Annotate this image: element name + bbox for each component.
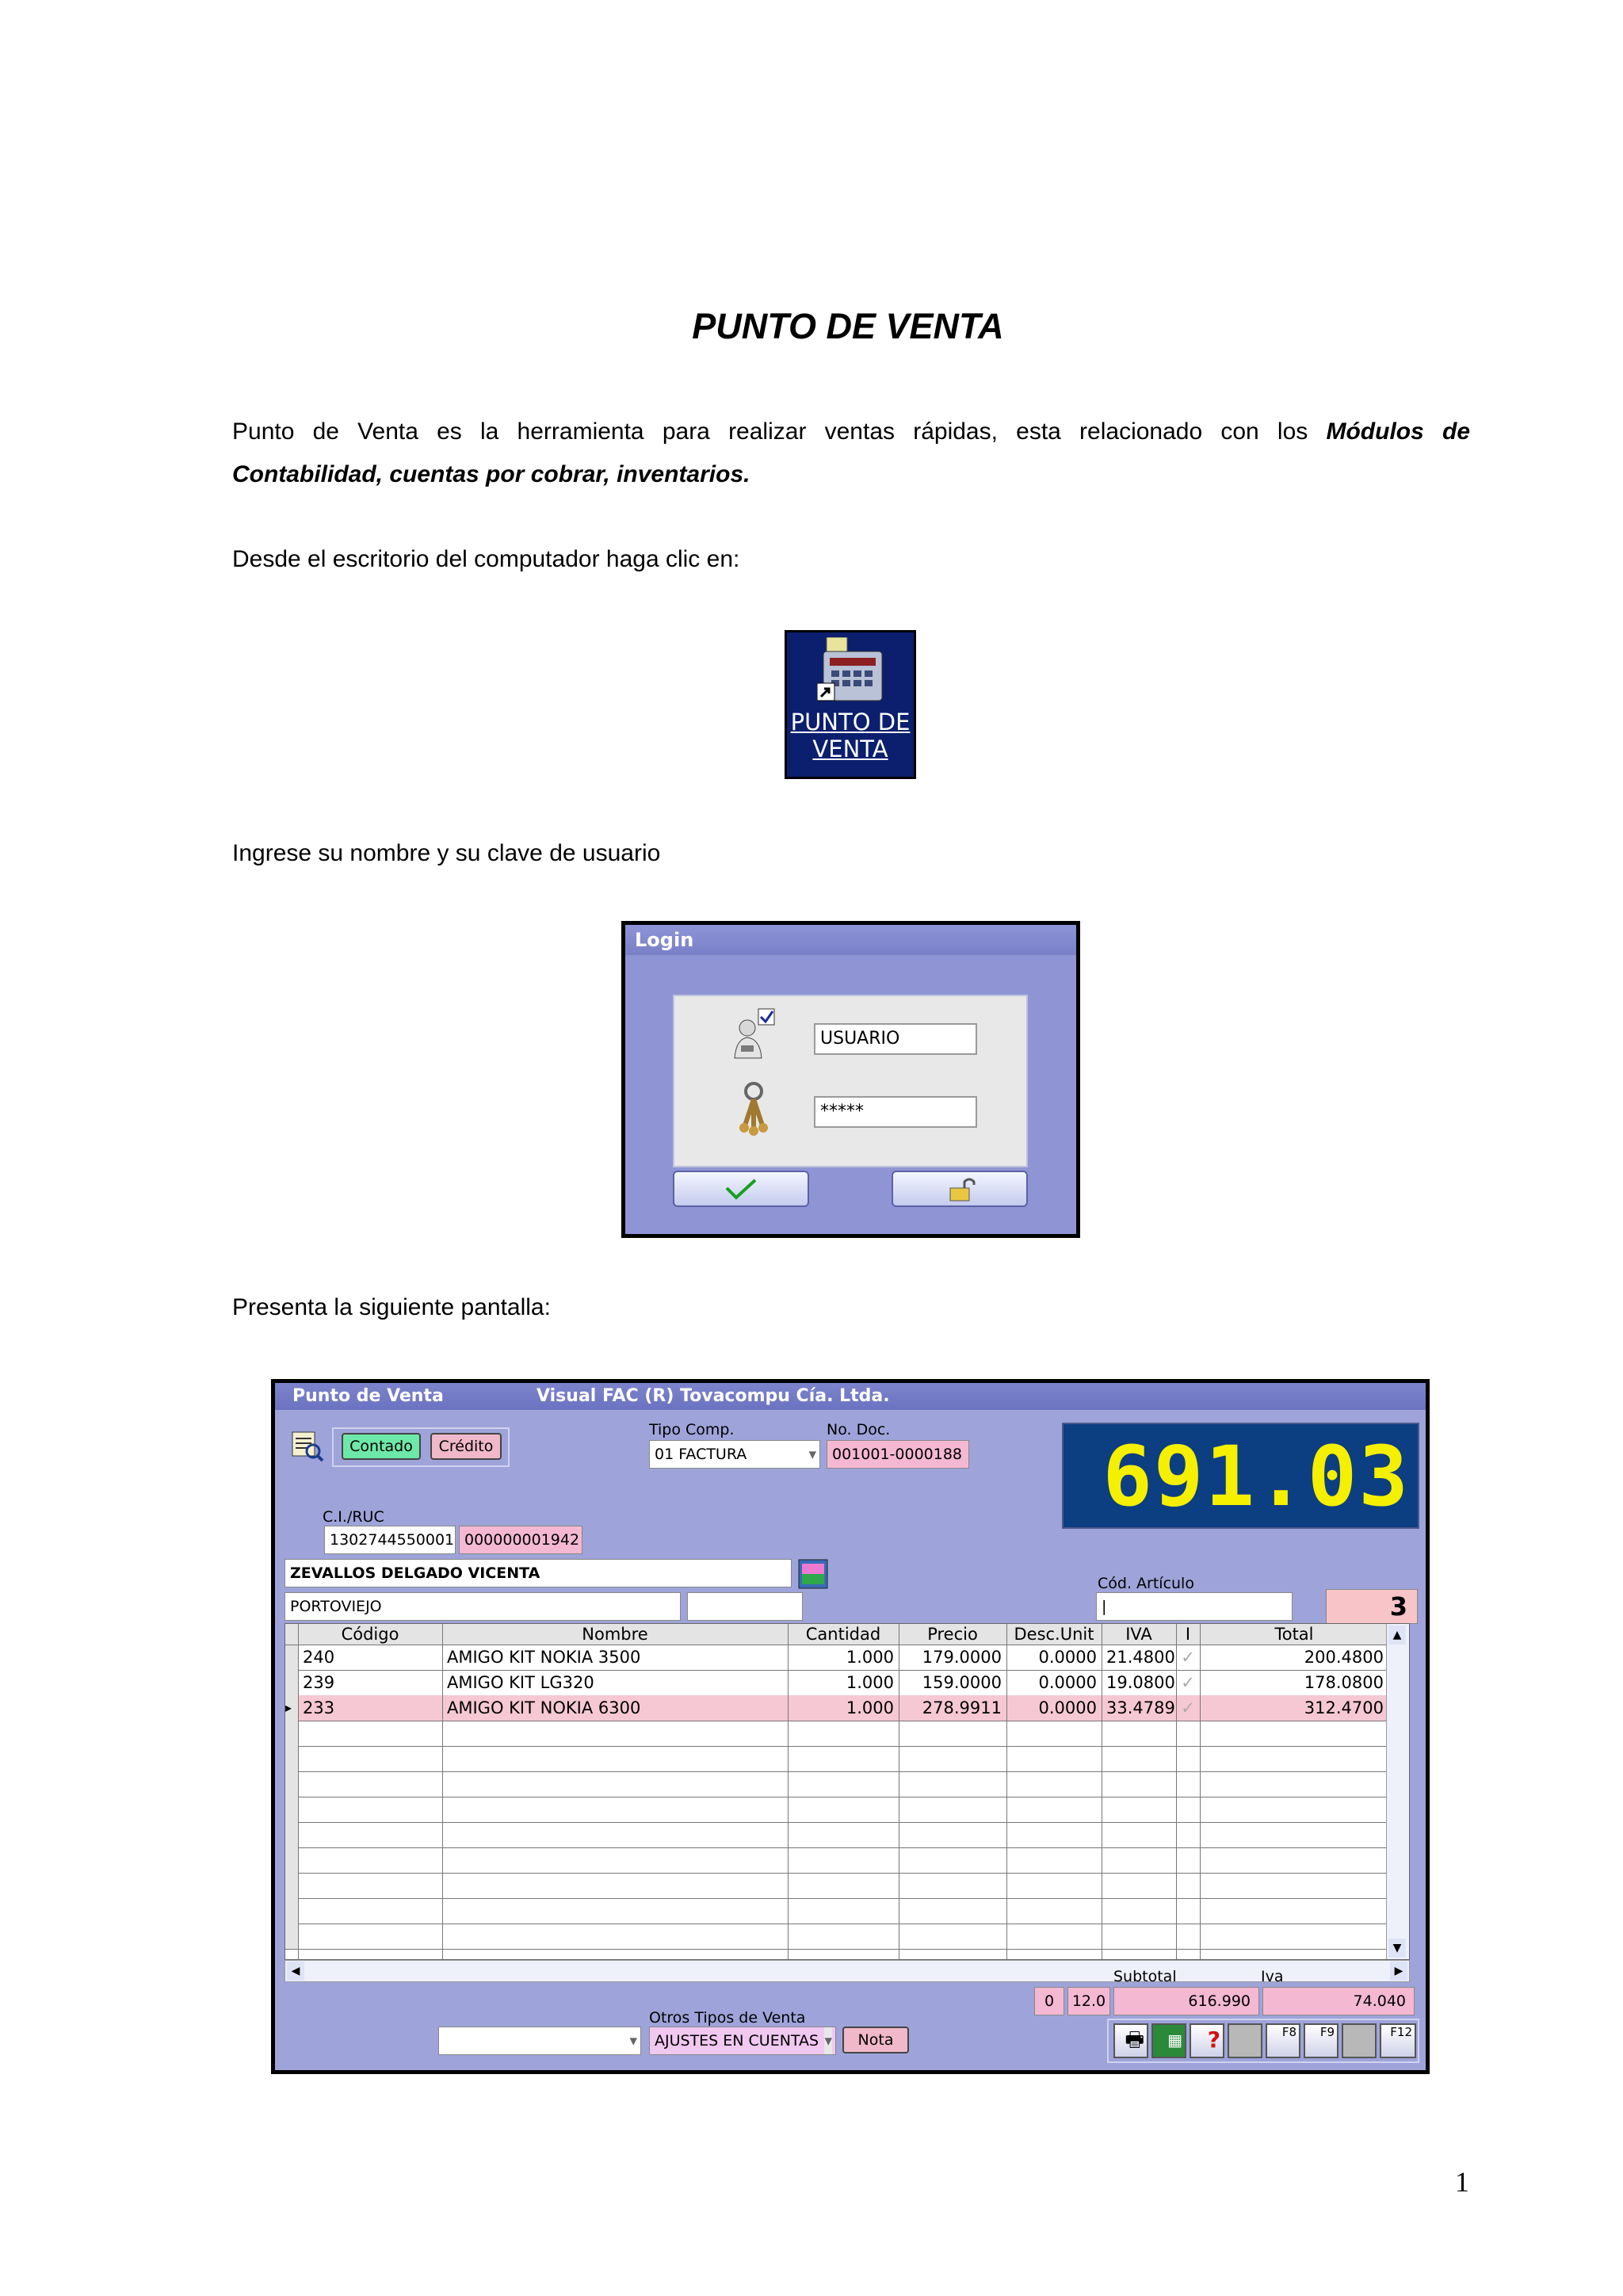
scroll-down-icon[interactable]: ▼ bbox=[1388, 1939, 1406, 1958]
horizontal-scrollbar[interactable] bbox=[285, 1960, 1410, 1982]
nota-button[interactable]: Nota bbox=[842, 2027, 909, 2053]
otros-tipos-select[interactable] bbox=[649, 2027, 836, 2055]
zero-field: 0 bbox=[1034, 1987, 1064, 2015]
keys-icon bbox=[730, 1082, 777, 1137]
tipo-comp-label: Tipo Comp. bbox=[649, 1421, 735, 1438]
table-cell: 0.0000 bbox=[1038, 1648, 1097, 1667]
page-number: 1 bbox=[1455, 2166, 1469, 2198]
row-selector bbox=[285, 1847, 298, 1873]
iva-rate-field: 12.0 bbox=[1067, 1987, 1110, 2015]
column-header: Código bbox=[298, 1624, 442, 1645]
chevron-down-icon: ▾ bbox=[824, 2027, 832, 2054]
table-row bbox=[285, 1771, 1388, 1797]
table-cell: 159.0000 bbox=[922, 1673, 1002, 1692]
intro-text: Punto de Venta es la herramienta para realizar ventas rápidas, esta relacionado con los bbox=[232, 418, 1327, 445]
table-cell: 179.0000 bbox=[922, 1648, 1002, 1667]
column-divider bbox=[1200, 1624, 1201, 1959]
otros-tipos-value: AJUSTES EN CUENTAS bbox=[655, 2032, 819, 2050]
otros-select-empty[interactable] bbox=[438, 2027, 641, 2055]
scroll-right-icon[interactable]: ▶ bbox=[1390, 1962, 1407, 1981]
page-title: PUNTO DE VENTA bbox=[692, 306, 1004, 346]
row-selector bbox=[285, 1771, 298, 1797]
tipo-comp-select[interactable] bbox=[649, 1440, 820, 1469]
printer-icon: 🖶 bbox=[1125, 2028, 1144, 2052]
subtotal-value: 616.990 bbox=[1113, 1987, 1259, 2015]
table-cell: 1.000 bbox=[846, 1648, 894, 1667]
column-header: Precio bbox=[899, 1624, 1006, 1645]
row-selector bbox=[285, 1721, 298, 1746]
table-row bbox=[285, 1822, 1388, 1847]
table-cell: 312.4700 bbox=[1304, 1698, 1384, 1717]
f8-label: F8 bbox=[1281, 2025, 1296, 2039]
print-button[interactable] bbox=[1113, 2023, 1148, 2058]
column-divider bbox=[442, 1624, 443, 1959]
no-doc-field[interactable]: 001001-0000188 bbox=[827, 1440, 969, 1469]
step-desktop-text: Desde el escritorio del computador haga clic en: bbox=[232, 546, 740, 572]
included-checkbox[interactable]: ✓ bbox=[1181, 1648, 1195, 1667]
no-doc-label: No. Doc. bbox=[827, 1421, 891, 1438]
column-header: Nombre bbox=[442, 1624, 788, 1645]
table-cell: 178.0800 bbox=[1304, 1673, 1384, 1692]
table-row bbox=[285, 1746, 1388, 1771]
login-ok-button[interactable] bbox=[673, 1171, 809, 1207]
table-row bbox=[285, 1721, 1388, 1746]
chevron-down-icon: ▾ bbox=[629, 2032, 637, 2050]
punto-de-venta-desktop-icon[interactable] bbox=[785, 630, 916, 779]
table-cell: 233 bbox=[303, 1698, 335, 1717]
vertical-scrollbar[interactable] bbox=[1386, 1624, 1409, 1959]
password-field[interactable]: ***** bbox=[814, 1096, 977, 1128]
username-field[interactable]: USUARIO bbox=[814, 1023, 977, 1055]
included-checkbox[interactable]: ✓ bbox=[1181, 1698, 1195, 1717]
table-row bbox=[285, 1898, 1388, 1924]
table-cell: 19.0800 bbox=[1106, 1673, 1175, 1692]
ci-ruc-label: C.I./RUC bbox=[323, 1508, 384, 1526]
search-client-icon[interactable] bbox=[291, 1431, 324, 1462]
user-icon bbox=[728, 1007, 779, 1063]
pos-window bbox=[271, 1379, 1430, 2074]
desktop-icon-label bbox=[787, 709, 914, 762]
row-selector bbox=[285, 1797, 298, 1822]
iva-value: 74.040 bbox=[1262, 1987, 1415, 2015]
open-lock-icon bbox=[947, 1177, 979, 1202]
f9-label: F9 bbox=[1319, 2025, 1335, 2039]
step-screen-text: Presenta la siguiente pantalla: bbox=[232, 1294, 551, 1320]
included-checkbox[interactable]: ✓ bbox=[1181, 1673, 1195, 1692]
row-selector bbox=[285, 1873, 298, 1898]
table-cell: 240 bbox=[303, 1648, 335, 1667]
f8-button[interactable] bbox=[1266, 2023, 1300, 2058]
row-selector bbox=[285, 1822, 298, 1847]
table-cell: 1.000 bbox=[846, 1698, 894, 1717]
city-field[interactable]: PORTOVIEJO bbox=[285, 1592, 681, 1621]
item-count: 3 bbox=[1326, 1589, 1418, 1624]
credito-button[interactable]: Crédito bbox=[430, 1433, 502, 1460]
login-panel bbox=[673, 995, 1028, 1167]
column-header: Cantidad bbox=[788, 1624, 899, 1645]
desktop-icon-label-line2: VENTA bbox=[812, 735, 888, 762]
column-divider bbox=[788, 1624, 789, 1959]
column-divider bbox=[1006, 1624, 1007, 1959]
total-display bbox=[1062, 1423, 1419, 1529]
login-window bbox=[621, 921, 1080, 1238]
table-cell: 200.4800 bbox=[1304, 1648, 1384, 1667]
otros-tipos-label: Otros Tipos de Venta bbox=[649, 2009, 806, 2027]
blank-button-2[interactable] bbox=[1342, 2023, 1377, 2058]
column-header: I bbox=[1176, 1624, 1200, 1645]
table-cell: 0.0000 bbox=[1038, 1698, 1097, 1717]
intro-bold-1: Módulos de bbox=[1326, 418, 1471, 445]
intro-paragraph-line1 bbox=[232, 411, 1470, 453]
table-cell: 21.4800 bbox=[1106, 1648, 1175, 1667]
cash-register-icon bbox=[817, 637, 887, 705]
row-selector bbox=[285, 1898, 298, 1924]
column-header: IVA bbox=[1102, 1624, 1176, 1645]
client-card-icon[interactable] bbox=[798, 1559, 828, 1589]
step-login-text: Ingrese su nombre y su clave de usuario bbox=[232, 840, 661, 866]
login-cancel-button[interactable] bbox=[892, 1171, 1028, 1207]
items-table bbox=[285, 1623, 1410, 1960]
pos-title-center: Visual FAC (R) Tovacompu Cía. Ltda. bbox=[537, 1386, 890, 1406]
column-header: Total bbox=[1200, 1624, 1388, 1645]
total-display-value: 691.03 bbox=[1102, 1428, 1410, 1525]
f9-button[interactable] bbox=[1304, 2023, 1338, 2058]
column-divider bbox=[1176, 1624, 1177, 1959]
client-code-field[interactable]: 000000001942 bbox=[459, 1526, 582, 1554]
scroll-up-icon[interactable]: ▲ bbox=[1388, 1626, 1406, 1645]
f12-button[interactable] bbox=[1380, 2023, 1416, 2058]
row-selector bbox=[285, 1645, 298, 1670]
intro-paragraph-line2 bbox=[232, 453, 1470, 496]
row-selector: ▸ bbox=[285, 1695, 298, 1721]
extra-field[interactable] bbox=[687, 1592, 803, 1621]
row-selector bbox=[285, 1746, 298, 1771]
chevron-down-icon: ▾ bbox=[808, 1446, 816, 1463]
table-cell: AMIGO KIT LG320 bbox=[447, 1673, 594, 1692]
ci-ruc-field[interactable]: 1302744550001 bbox=[324, 1526, 456, 1554]
table-cell: AMIGO KIT NOKIA 6300 bbox=[447, 1698, 641, 1717]
help-icon: ? bbox=[1207, 2027, 1220, 2053]
column-divider bbox=[298, 1624, 299, 1959]
pos-title-bar bbox=[275, 1383, 1426, 1410]
login-title: Login bbox=[625, 925, 1076, 955]
blank-button-1[interactable] bbox=[1228, 2023, 1262, 2058]
table-row bbox=[285, 1924, 1388, 1949]
checkmark-icon bbox=[724, 1177, 758, 1201]
cod-articulo-label: Cód. Artículo bbox=[1098, 1575, 1194, 1592]
calculator-button[interactable] bbox=[1151, 2023, 1186, 2058]
row-selector bbox=[285, 1924, 298, 1949]
pos-title-left: Punto de Venta bbox=[292, 1386, 444, 1406]
table-cell: AMIGO KIT NOKIA 3500 bbox=[447, 1648, 641, 1667]
table-cell: 278.9911 bbox=[922, 1698, 1002, 1717]
table-cell: 0.0000 bbox=[1038, 1673, 1097, 1692]
table-cell: 33.4789 bbox=[1106, 1698, 1175, 1717]
row-selector bbox=[285, 1670, 298, 1695]
subtotal-label: Subtotal bbox=[1113, 1968, 1177, 1985]
table-cell: 1.000 bbox=[846, 1673, 894, 1692]
row-divider bbox=[285, 1949, 1409, 1950]
table-cell: 239 bbox=[303, 1673, 335, 1692]
tipo-comp-value: 01 FACTURA bbox=[655, 1446, 747, 1463]
iva-label: Iva bbox=[1261, 1968, 1284, 1985]
table-row bbox=[285, 1797, 1388, 1822]
help-button[interactable] bbox=[1190, 2023, 1224, 2058]
desktop-icon-label-line1: PUNTO DE bbox=[790, 709, 911, 735]
table-row bbox=[285, 1873, 1388, 1898]
scroll-left-icon[interactable]: ◀ bbox=[287, 1962, 304, 1981]
intro-bold-2: Contabilidad, cuentas por cobrar, inventarios. bbox=[232, 461, 750, 487]
client-name-field[interactable]: ZEVALLOS DELGADO VICENTA bbox=[285, 1559, 792, 1587]
column-header: Desc.Unit bbox=[1006, 1624, 1102, 1645]
calculator-icon: ▦ bbox=[1167, 2030, 1182, 2050]
table-row bbox=[285, 1847, 1388, 1873]
cod-articulo-field[interactable]: | bbox=[1096, 1592, 1293, 1621]
f12-label: F12 bbox=[1390, 2025, 1412, 2039]
contado-button[interactable]: Contado bbox=[342, 1433, 421, 1460]
